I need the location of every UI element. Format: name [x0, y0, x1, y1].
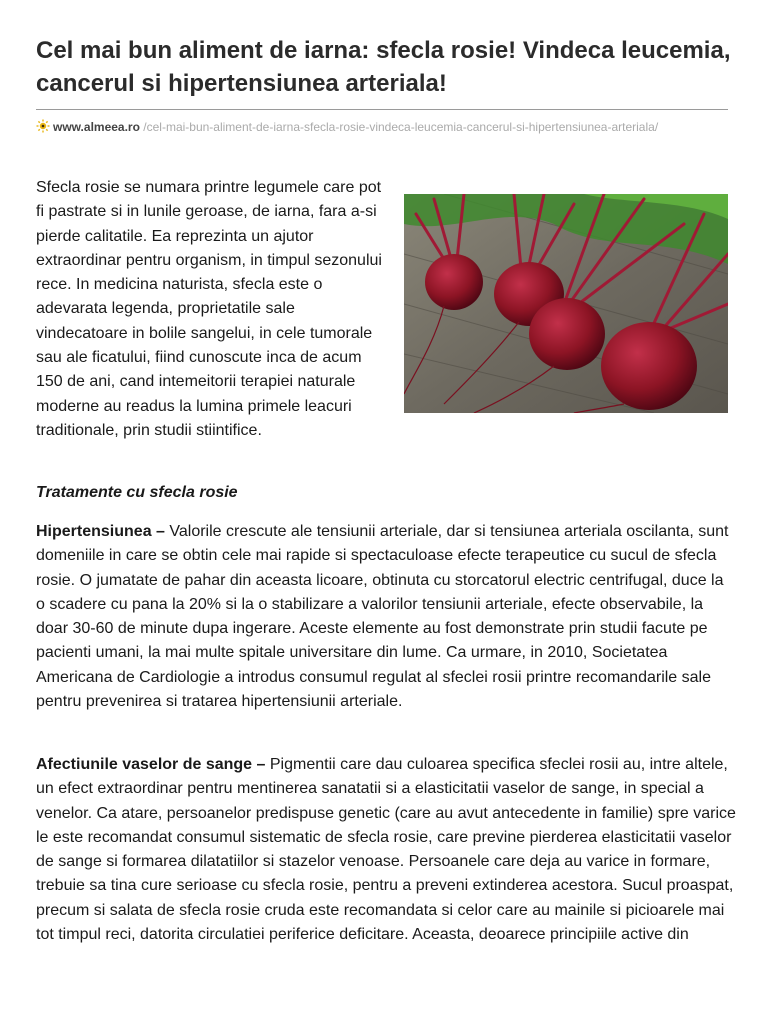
article-title: Cel mai bun aliment de iarna: sfecla rosie! Vindeca leucemia, cancerul si hipertensiunea arteriala!	[36, 37, 731, 97]
source-domain[interactable]: www.almeea.ro	[53, 120, 140, 134]
paragraph-lead: Hipertensiunea –	[36, 523, 165, 540]
title-divider	[36, 109, 728, 110]
hypertension-paragraph	[36, 520, 736, 714]
beetroot-photo	[404, 194, 728, 413]
source-url[interactable]	[36, 119, 728, 134]
paragraph-body: Valorile crescute ale tensiunii arteriale, dar si tensiunea arteriala oscilanta, sunt domeniile in care se obtin cele mai rapide si spectaculoase efecte terapeutice cu sucul de sfecla rosie. O jumatate de pahar din aceasta licoare, obtinuta cu storcatorul electric centrifugal, duce la o scadere cu pana la 20% si la o stabilizare a valorilor tensiunii arteriale, efecte observabile, la doar 30-60 de minute dupa ingerare. Aceste elemente au fost demonstrate prin studii facute pe pacienti umani, la mai multe spitale universitare din lume. Ca urmare, in 2010, Societatea Americana de Cardiologie a introdus consumul regulat al sfeclei rosii printre recomandarile sale pentru prevenirea si tratarea hipertensiunii arteriale.	[36, 523, 729, 711]
source-path[interactable]: /cel-mai-bun-aliment-de-iarna-sfecla-rosie-vindeca-leucemia-cancerul-si-hipertensiunea-arteriala/	[139, 120, 659, 134]
paragraph-body: Pigmentii care dau culoarea specifica sfeclei rosii au, intre altele, un efect extraordinar pentru mentinerea sanatatii si a elasticitatii vaselor de sange, in special a venelor. Ca atare, persoanelor predispuse genetic (care au avut antecedente in familie) spre varice le este recomandat consumul sistematic de sfecla rosie, care previne pierderea elasticitatii vaselor de sange si formarea dilatatiilor si stazelor venoase. Persoanele care deja au varice in formare, trebuie sa tina cure serioase cu sfecla rosie, pentru a preveni extinderea acestora. Sucul proaspat, precum si salata de sfecla rosie cruda este recomandata si celor care au mainile si picioarele mai tot timpul reci, datorita circulatiei periferice deficitare. Aceasta, deoarece principiile active din	[36, 756, 736, 944]
blood-vessels-paragraph	[36, 753, 736, 947]
section-heading: Tratamente cu sfecla rosie	[36, 484, 238, 501]
intro-paragraph: Sfecla rosie se numara printre legumele care pot fi pastrate si in lunile geroase, de iarna, fara a-si pierde calitatile. Ea reprezinta un ajutor extraordinar pentru organism, in timpul sezonului rece. In medicina naturista, sfecla este o adevarata legenda, proprietatile sale vindecatoare in bolile sangelui, in cele tumorale sau ale ficatului, fiind cunoscute inca de acum 150 de ani, cand intemeitorii terapiei naturale moderne au readus la lumina primele leacuri traditionale, prin studii stiintifice.	[36, 179, 382, 439]
paragraph-lead: Afectiunile vaselor de sange –	[36, 756, 266, 773]
sun-logo-icon	[36, 119, 50, 133]
